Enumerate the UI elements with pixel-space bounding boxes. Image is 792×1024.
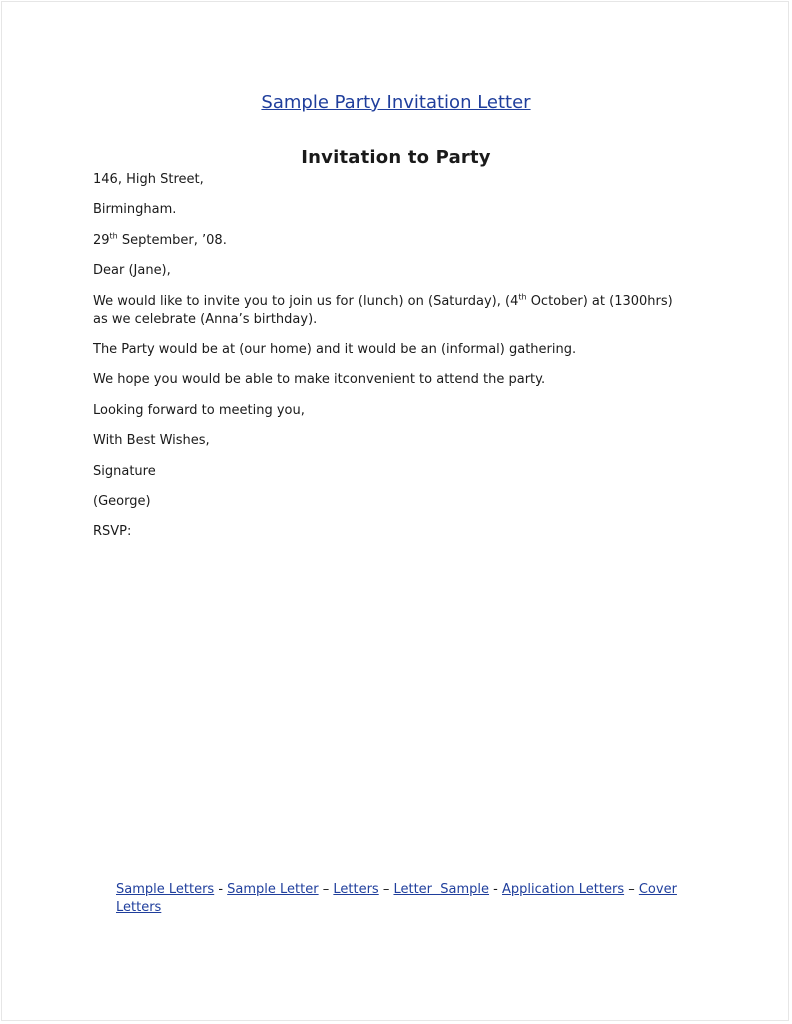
- page-title: Invitation to Party: [301, 147, 491, 168]
- footer-link-cover-part-1: Cover: [638, 882, 677, 897]
- paragraph-invitation-part-2: October) at (1300hrs): [526, 293, 673, 309]
- footer-link-cover-part-2: Letters: [116, 900, 162, 915]
- footer-link-letters[interactable]: Letters: [333, 882, 379, 897]
- rsvp-label: RSVP:: [93, 524, 132, 540]
- date-ordinal: th: [109, 231, 118, 241]
- footer-separator: –: [624, 882, 639, 897]
- date-day: 29: [93, 232, 110, 248]
- closing-line-1: Looking forward to meeting you,: [93, 402, 305, 418]
- paragraph-hope: We hope you would be able to make itconvenient to attend the party.: [93, 372, 546, 388]
- date-rest: September, ’08.: [117, 232, 227, 248]
- footer-links: [116, 881, 706, 917]
- paragraph-venue: The Party would be at (our home) and it would be an (informal) gathering.: [93, 341, 577, 357]
- address-line-1: 146, High Street,: [93, 172, 204, 187]
- footer-link-sample-letter[interactable]: Sample Letter: [227, 882, 319, 897]
- signature-label: Signature: [93, 463, 156, 479]
- address-line-2: Birmingham.: [93, 202, 177, 218]
- footer-separator: –: [378, 882, 394, 897]
- footer-separator: -: [214, 882, 228, 897]
- footer-link-sample-letters[interactable]: Sample Letters: [116, 882, 215, 897]
- footer-link-letter-sample[interactable]: Letter Sample: [393, 882, 490, 897]
- footer-separator: –: [318, 882, 334, 897]
- footer-link-application-letters[interactable]: Application Letters: [502, 882, 625, 897]
- paragraph-invitation: [93, 293, 713, 329]
- signer-name: (George): [93, 493, 151, 509]
- footer-separator: -: [489, 882, 502, 897]
- header-link[interactable]: Sample Party Invitation Letter: [261, 92, 531, 113]
- letter-date: [93, 232, 713, 250]
- paragraph-invitation-ordinal: th: [518, 292, 527, 302]
- paragraph-invitation-part-1: We would like to invite you to join us for (lunch) on (Saturday), (4: [93, 293, 519, 309]
- letter-body: [93, 171, 713, 554]
- closing-line-2: With Best Wishes,: [93, 433, 210, 449]
- header: [0, 92, 792, 113]
- paragraph-invitation-part-3: as we celebrate (Anna’s birthday).: [93, 311, 318, 327]
- salutation: Dear (Jane),: [93, 263, 171, 279]
